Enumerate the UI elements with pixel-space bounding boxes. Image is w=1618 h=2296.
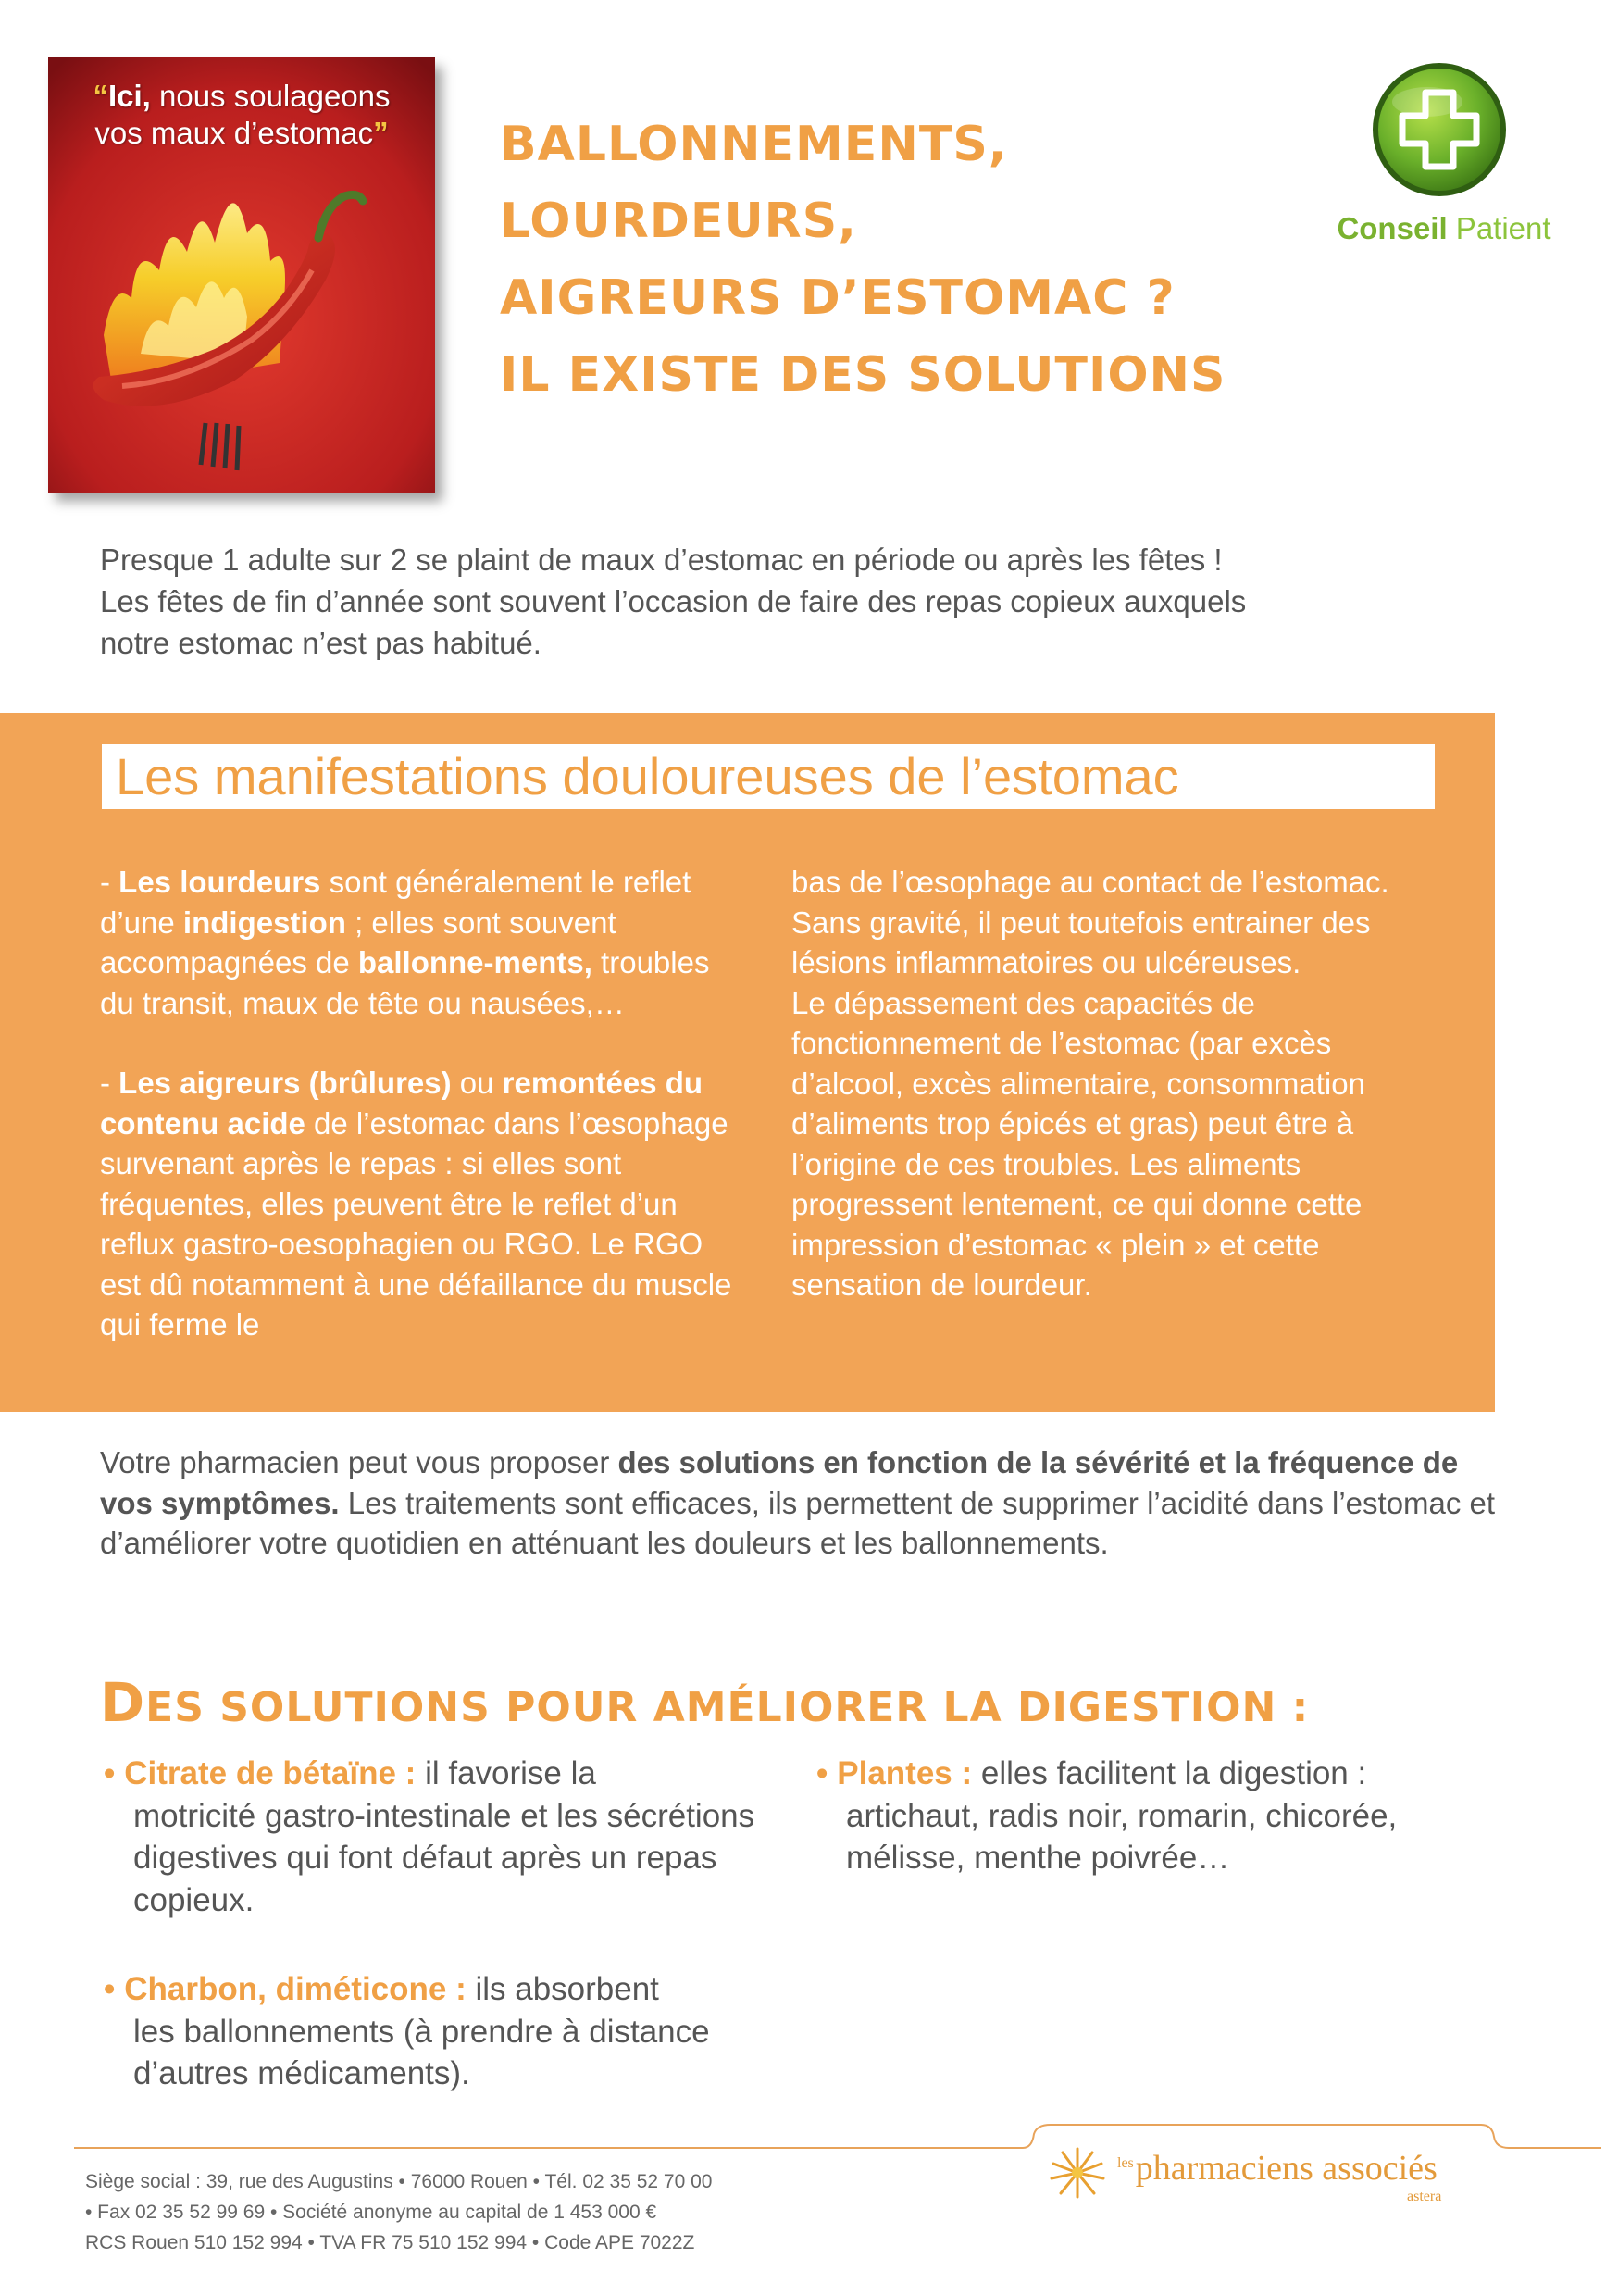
solution-text-cont: artichaut, radis noir, romarin, chicorée, mélisse, menthe poivrée… bbox=[846, 1797, 1398, 1876]
page-title bbox=[500, 106, 1333, 414]
emphasis: des solutions en fonction de la sévérité et la fréquence de vos symptômes. bbox=[100, 1445, 1459, 1520]
solution-charbon bbox=[104, 1968, 807, 2095]
title-line-2: LOURDEURS, bbox=[500, 193, 857, 249]
aigreurs-paragraph bbox=[100, 1063, 748, 1345]
text: ou bbox=[451, 1066, 503, 1100]
brand-name bbox=[1117, 2148, 1478, 2189]
brand-text: pharmaciens associés bbox=[1135, 2149, 1438, 2188]
lourdeurs-label: Les lourdeurs bbox=[118, 865, 321, 899]
footer-line-1: Siège social : 39, rue des Augustins • 76000 Rouen • Tél. 02 35 52 70 00 bbox=[85, 2171, 713, 2192]
brand-les: les bbox=[1117, 2155, 1134, 2171]
manifestations-title: Les manifestations douloureuses de l’estomac bbox=[116, 747, 1179, 805]
solution-text: elles facilitent la digestion : bbox=[972, 1755, 1367, 1791]
aigreurs-label: Les aigreurs (brûlures) bbox=[118, 1066, 452, 1100]
text: sont généralement le reflet d’une bbox=[100, 865, 691, 940]
pharmacy-cross-icon bbox=[1370, 60, 1509, 199]
solution-citrate bbox=[104, 1753, 770, 1921]
title-line-4: IL EXISTE DES SOLUTIONS bbox=[500, 347, 1226, 403]
dash: - bbox=[100, 865, 119, 899]
text: de l’estomac dans l’œsophage survenant après le repas : si elles sont fréquentes, elles peuvent être le reflet d’un reflux gastro-oesophagien ou RGO. Le RGO est dû notamment à une défaillance du muscle qui ferme le bbox=[100, 1105, 732, 1341]
solution-text: il favorise la bbox=[416, 1755, 596, 1791]
depassement-paragraph: Le dépassement des capacités de fonctionnement de l’estomac (par excès d’alcool, excès alimentaire, consommation d’aliments trop épicés et gras) peut être à l’origine de ces troubles. Les aliments progressent lentement, ce qui donne cette impression d’estomac « plein » et cette sensation de lourdeur. bbox=[791, 985, 1365, 1302]
quote-line-2: vos maux d’estomac bbox=[94, 116, 374, 150]
solution-label: Charbon, diméticone : bbox=[124, 1971, 467, 2007]
lourdeurs-paragraph bbox=[100, 862, 748, 1023]
intro-line-1: Presque 1 adulte sur 2 se plaint de maux d’estomac en période ou après les fêtes ! bbox=[100, 543, 1223, 577]
text: troubles du transit, maux de tête ou nausées,… bbox=[100, 945, 710, 1020]
footer-line-3: RCS Rouen 510 152 994 • TVA FR 75 510 152 994 • Code APE 7022Z bbox=[85, 2232, 695, 2253]
quote-text-ici: Ici, bbox=[107, 79, 151, 113]
manifestations-left-column bbox=[100, 862, 748, 1345]
title-line-1: BALLONNEMENTS, bbox=[500, 117, 1008, 172]
text: Votre pharmacien peut vous proposer bbox=[100, 1445, 618, 1479]
conseil-label: Conseil bbox=[1337, 211, 1448, 245]
title-line-3: AIGREURS D’ESTOMAC ? bbox=[500, 270, 1176, 326]
rgo-continuation: bas de l’œsophage au contact de l’estomac. Sans gravité, il peut toutefois entrainer des lésions inflammatoires ou ulcéreuses. bbox=[791, 865, 1389, 980]
solution-text: ils absorbent bbox=[466, 1971, 659, 2007]
pharmacien-paragraph bbox=[100, 1442, 1498, 1564]
intro-paragraph bbox=[100, 539, 1488, 664]
footer-line-2: • Fax 02 35 52 99 69 • Société anonyme au capital de 1 453 000 € bbox=[85, 2202, 657, 2223]
footer-address bbox=[85, 2166, 918, 2258]
text: ; elles sont souvent accompagnées de bbox=[100, 905, 616, 980]
solution-plantes bbox=[816, 1753, 1483, 1879]
bullet: • bbox=[816, 1755, 828, 1791]
heading-initial: D bbox=[100, 1671, 146, 1734]
sunburst-logo-icon bbox=[1044, 2143, 1111, 2199]
conseil-patient-label bbox=[1319, 211, 1569, 246]
hero-image bbox=[48, 57, 435, 493]
bullet: • bbox=[104, 1971, 116, 2007]
indigestion-label: indigestion bbox=[182, 905, 346, 940]
intro-line-2: Les fêtes de fin d’année sont souvent l’occasion de faire des repas copieux auxquels bbox=[100, 584, 1247, 618]
ballonnements-label: ballonne-ments, bbox=[357, 945, 592, 980]
solution-text-cont: les ballonnements (à prendre à distance d’autres médicaments). bbox=[133, 2013, 710, 2091]
hero-quote bbox=[48, 78, 435, 152]
quote-open-mark: “ bbox=[93, 79, 108, 113]
patient-label: Patient bbox=[1447, 211, 1551, 245]
bullet: • bbox=[104, 1755, 116, 1791]
brand-sub: astera bbox=[1407, 2189, 1442, 2204]
text: Les traitements sont efficaces, ils permettent de supprimer l’acidité dans l’estomac et d’améliorer votre quotidien en atténuant les douleurs et les ballonnements. bbox=[100, 1485, 1496, 1560]
solutions-heading bbox=[100, 1671, 1488, 1734]
intro-line-3: notre estomac n’est pas habitué. bbox=[100, 626, 541, 660]
solution-text-cont: motricité gastro-intestinale et les sécrétions digestives qui font défaut après un repas copieux. bbox=[133, 1797, 755, 1918]
solution-label: Citrate de bétaïne : bbox=[124, 1755, 417, 1791]
solution-label: Plantes : bbox=[837, 1755, 973, 1791]
dash: - bbox=[100, 1066, 119, 1100]
quote-close-mark: ” bbox=[373, 116, 389, 150]
remontees-label: remontées du contenu acide bbox=[100, 1066, 703, 1141]
manifestations-right-column bbox=[791, 862, 1449, 1305]
quote-text-part: nous soulageons bbox=[150, 79, 391, 113]
heading-rest: ES SOLUTIONS POUR AMÉLIORER LA DIGESTION : bbox=[145, 1684, 1310, 1731]
